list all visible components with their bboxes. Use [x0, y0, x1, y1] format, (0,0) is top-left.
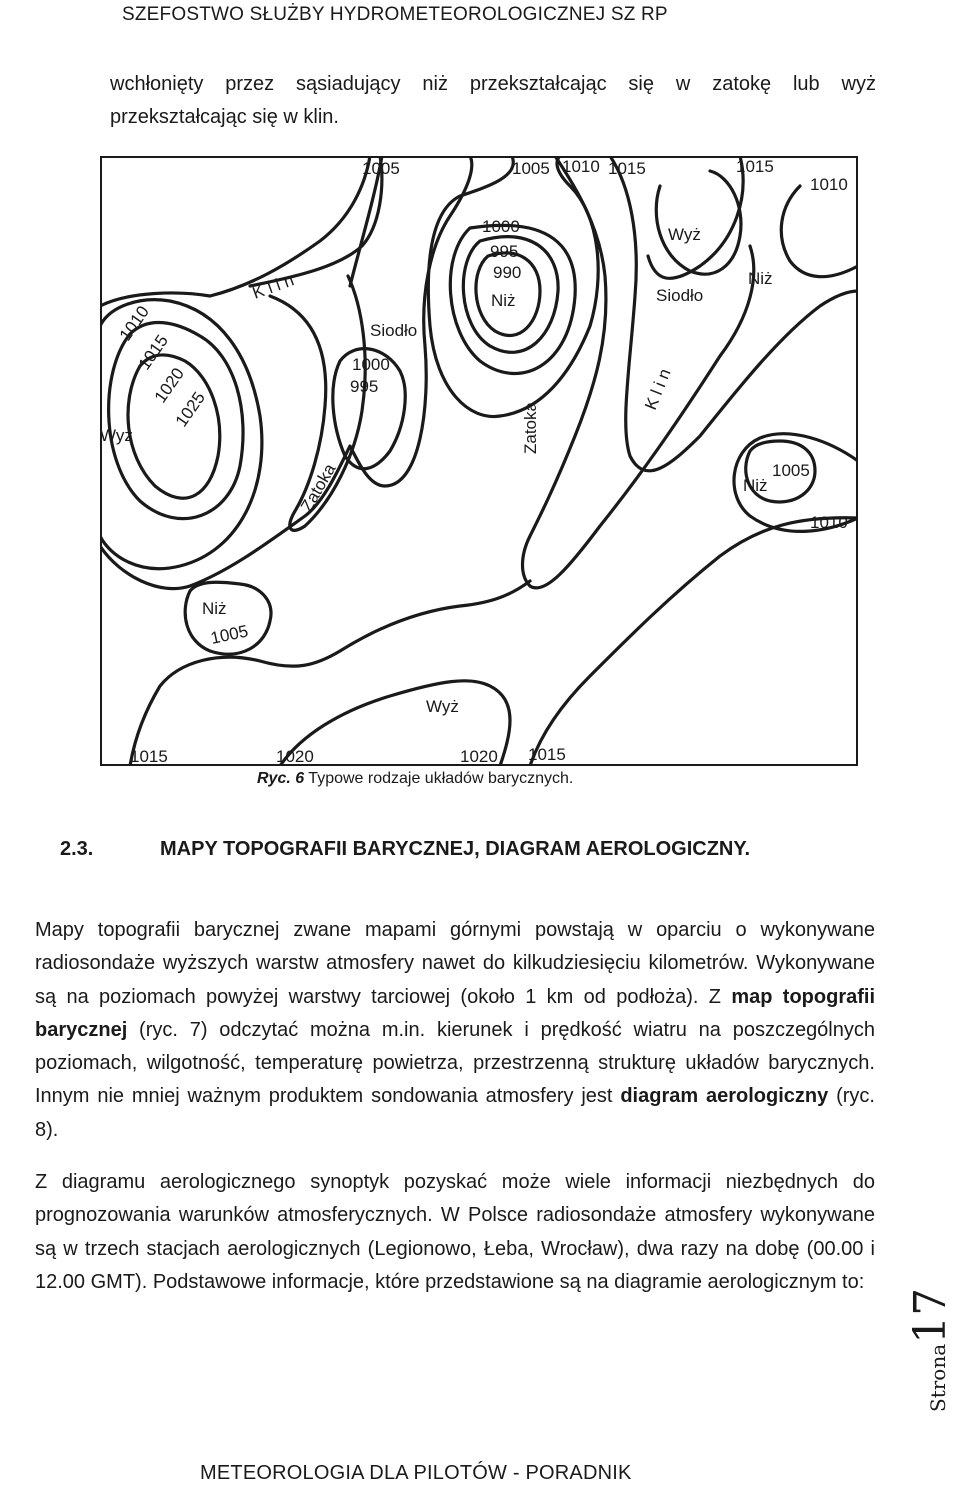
- map-border: [101, 157, 857, 765]
- paragraph-2-text: Z diagramu aerologicznego synoptyk pozyskać może wiele informacji niezbędnych do prognozowania warunków atmosferycznych. W Polsce radiosondaże atmosfery wykonywane są w trzech stacjach aerologicznych (Legionowo, Łeba, Wrocław), dwa razy na dobę (00.00 i 12.00 GMT). Podstawowe informacje, które przedstawione są na diagramie aerologicznym to:: [35, 1171, 875, 1293]
- label-high-left: Wyż: [100, 426, 133, 445]
- label-low-left: Niż: [202, 599, 227, 618]
- page-number-word: Strona: [926, 1343, 950, 1412]
- label-995-low: 995: [490, 242, 519, 261]
- label-1015-top-right: 1015: [736, 157, 774, 176]
- label-1020-bottom-a: 1020: [276, 747, 314, 766]
- section-number: 2.3.: [60, 838, 94, 860]
- isobar-map-svg: [100, 156, 858, 766]
- label-1010-left: 1010: [115, 302, 153, 345]
- label-1010-right: 1010: [810, 175, 848, 194]
- paragraph-1: [0, 914, 875, 1147]
- label-1000-low: 1000: [482, 217, 520, 236]
- label-saddle-left: Siodło: [370, 321, 418, 340]
- intro-line-1: wchłonięty przez sąsiadujący niż przekształcając się w zatokę lub wyż: [110, 73, 876, 95]
- label-ridge-left: K l i n: [249, 270, 297, 303]
- running-footer: METEOROLOGIA DLA PILOTÓW - PORADNIK: [200, 1462, 632, 1484]
- section-title: MAPY TOPOGRAFII BARYCZNEJ, DIAGRAM AEROLOGICZNY.: [160, 838, 751, 860]
- label-low-right-top: Niż: [748, 269, 773, 288]
- label-trough-center: Zatoka: [521, 402, 540, 454]
- label-1015-top: 1015: [608, 159, 646, 178]
- label-1005-top-a: 1005: [362, 159, 400, 178]
- baric-systems-map: [100, 156, 858, 766]
- paragraph-1-bold-a: map topografii barycznej: [35, 985, 875, 1041]
- running-header: SZEFOSTWO SŁUŻBY HYDROMETEOROLOGICZNEJ SZ RP: [122, 4, 668, 25]
- paragraph-1-text-c: (ryc. 8).: [35, 1085, 875, 1141]
- figure-caption-text: Typowe rodzaje układów barycznych.: [304, 770, 574, 787]
- label-1005-right: 1005: [772, 461, 810, 480]
- paragraph-1-bold-b: diagram aerologiczny: [620, 1085, 829, 1108]
- label-1015-bottom-b: 1015: [528, 745, 566, 764]
- label-1010-right-mid: 1010: [810, 513, 848, 532]
- label-1000-small: 1000: [352, 355, 390, 374]
- paragraph-1-text-a: Mapy topografii barycznej zwane mapami górnymi powstają w oparciu o wykonywane radiosondaże wyższych warstw atmosfery nawet do kilkudziesięciu kilometrów. Wykonywane są na poziomach powyżej warstwy tarciowej (około 1 km od podłoża). Z: [35, 919, 875, 1008]
- label-high-top: Wyż: [668, 225, 701, 244]
- label-1015-bottom-a: 1015: [130, 747, 168, 766]
- label-1025-left: 1025: [171, 388, 209, 431]
- label-1020-left: 1020: [150, 364, 188, 407]
- label-1005-low-left: 1005: [208, 621, 250, 648]
- figure-caption: [257, 770, 573, 788]
- paragraph-2: [0, 1166, 875, 1299]
- label-1010-top: 1010: [562, 157, 600, 176]
- label-1005-top-b: 1005: [512, 159, 550, 178]
- label-saddle-right: Siodło: [656, 286, 704, 305]
- page-number-value: 17: [905, 1287, 956, 1344]
- label-990-low: 990: [493, 263, 522, 282]
- label-995-small: 995: [350, 377, 379, 396]
- label-ridge-right: K l i n: [641, 365, 675, 413]
- label-1015-left: 1015: [134, 331, 172, 374]
- label-high-bottom: Wyż: [426, 697, 459, 716]
- intro-line-2: przekształcając się w klin.: [110, 106, 339, 128]
- label-low-center: Niż: [491, 291, 516, 310]
- label-1020-bottom-b: 1020: [460, 747, 498, 766]
- label-trough-left: Zatoka: [297, 460, 340, 515]
- figure-caption-ref: Ryc. 6: [257, 770, 305, 787]
- label-low-right-mid: Niż: [743, 476, 768, 495]
- intro-text: [110, 68, 876, 134]
- paragraph-1-text-b: (ryc. 7) odczytać można m.in. kierunek i prędkość wiatru na poszczególnych poziomach, wilgotność, temperaturę powietrza, przestrzenną strukturę układów barycznych. Innym nie mniej ważnym produktem sondowania atmosfery jest: [35, 1018, 875, 1108]
